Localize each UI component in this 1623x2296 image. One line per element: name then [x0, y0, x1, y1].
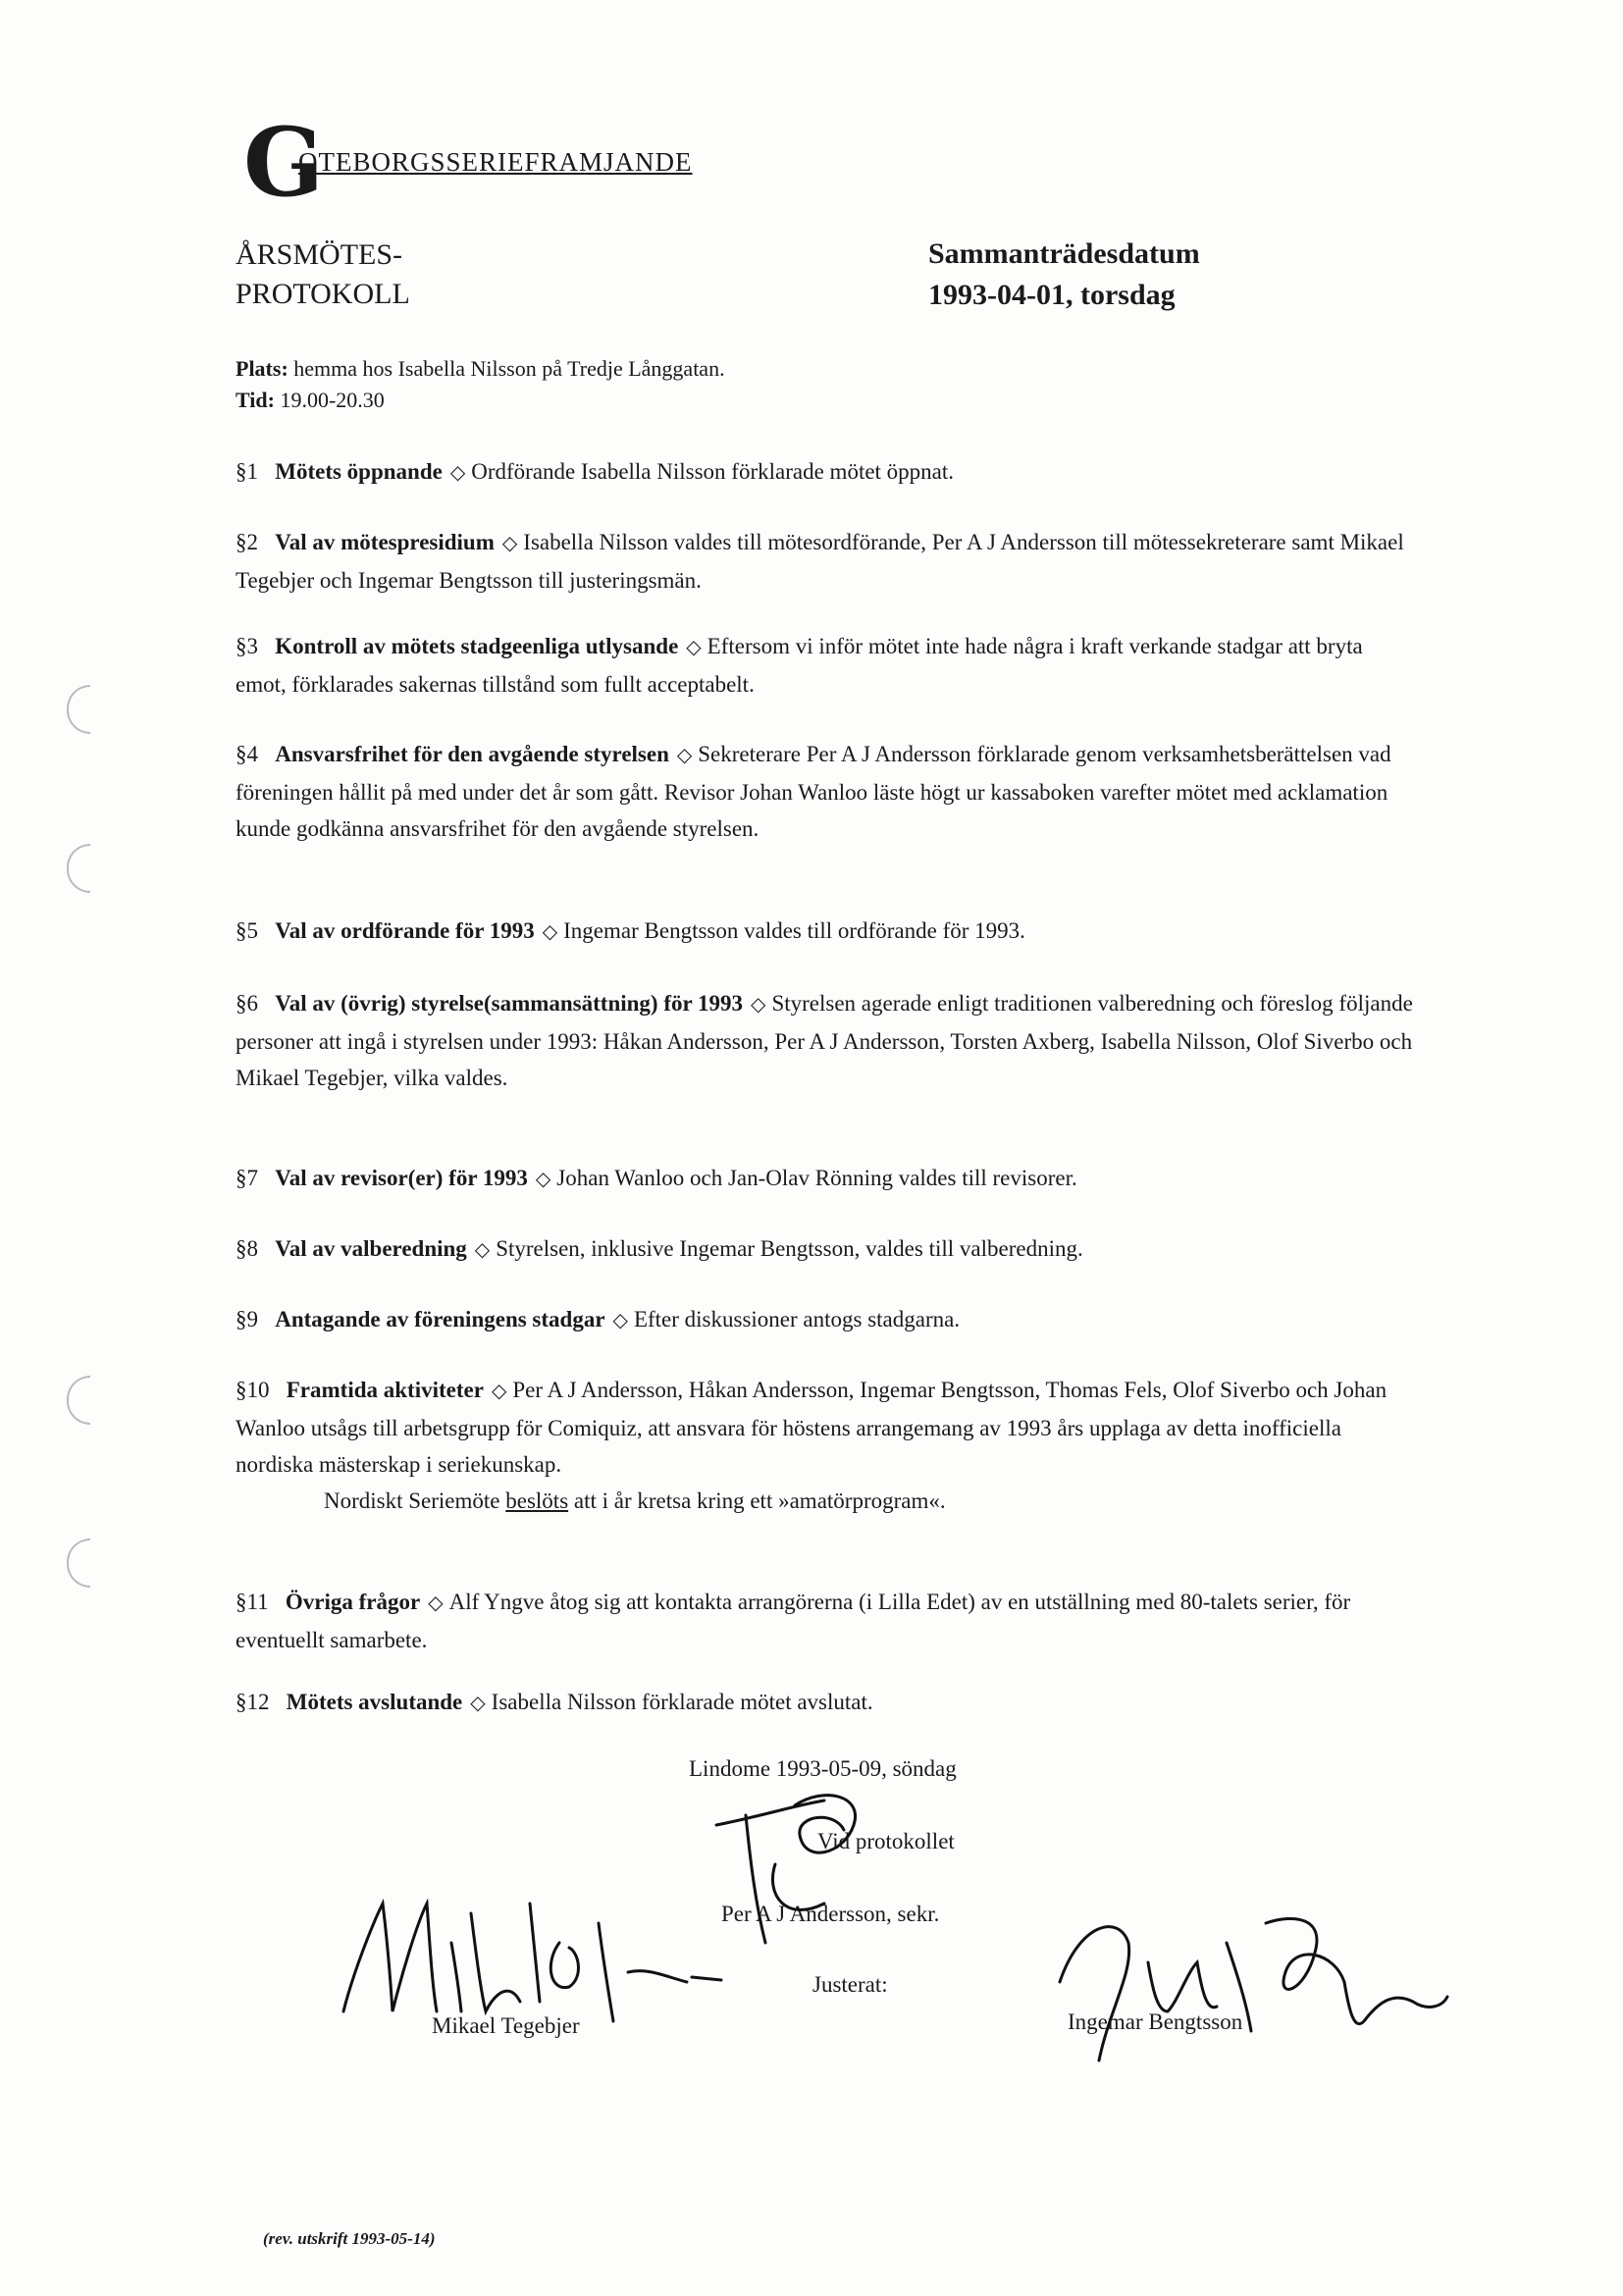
item-text: Styrelsen agerade enligt traditionen valberedning och föreslog följande personer att ingå i styrelsen under 1993: Håkan Andersson, Per A J Andersson, Torsten Axberg, Isabella Nilsson, Olof Siverbo och Mikael Tegebjer, vilka valdes.	[236, 991, 1413, 1090]
item-10-subnote	[236, 1483, 1413, 1519]
item-text: Alf Yngve åtog sig att kontakta arrangörerna (i Lilla Edet) av en utställning med 80-talets serier, för eventuellt samarbete.	[236, 1590, 1351, 1652]
meeting-date	[928, 234, 1200, 316]
item-text: Styrelsen, inklusive Ingemar Bengtsson, valdes till valberedning.	[496, 1236, 1083, 1261]
subnote-underlined: beslöts	[505, 1488, 569, 1513]
agenda-item-8	[236, 1230, 1413, 1269]
signer-1-name: Mikael Tegebjer	[432, 2013, 580, 2038]
diamond-icon: ◇	[751, 994, 766, 1016]
agenda-item-4	[236, 736, 1413, 847]
item-text: Per A J Andersson, Håkan Andersson, Ingemar Bengtsson, Thomas Fels, Olof Siverbo och Johan Wanloo utsågs till arbetsgrupp för Comiquiz, att ansvara för höstens arrangemang av 1993 års upplaga av detta inofficiella nordiska mästerskap i seriekunskap.	[236, 1378, 1387, 1477]
item-number: §7	[236, 1166, 258, 1190]
secretary-signature	[707, 1786, 893, 1953]
item-number: §3	[236, 634, 258, 658]
agenda-item-3	[236, 628, 1413, 703]
agenda-item-10	[236, 1372, 1413, 1519]
logo-initial: G	[243, 107, 322, 218]
place-line	[236, 353, 725, 385]
document-type	[236, 235, 410, 314]
punch-hole	[67, 1539, 90, 1588]
punch-hole	[67, 844, 90, 893]
diamond-icon: ◇	[449, 462, 466, 484]
item-text: Isabella Nilsson förklarade mötet avslutat.	[491, 1690, 873, 1714]
item-heading: Framtida aktiviteter	[286, 1378, 484, 1402]
agenda-item-12	[236, 1684, 1413, 1722]
document-type-line1: ÅRSMÖTES-	[236, 238, 403, 271]
date-value: 1993-04-01, torsdag	[928, 279, 1176, 311]
item-number: §8	[236, 1236, 258, 1261]
diamond-icon: ◇	[491, 1381, 507, 1402]
revision-note: (rev. utskrift 1993-05-14)	[263, 2229, 436, 2248]
item-heading: Kontroll av mötets stadgeenliga utlysande	[275, 634, 679, 658]
diamond-icon: ◇	[542, 921, 558, 943]
punch-hole	[67, 1376, 90, 1425]
signer-2-signature	[1040, 1904, 1452, 2080]
document-type-line2: PROTOKOLL	[236, 278, 410, 310]
item-text: Ingemar Bengtsson valdes till ordförande för 1993.	[563, 918, 1025, 943]
time-label: Tid:	[236, 388, 275, 412]
secretary-name: Per A J Andersson, sekr.	[721, 1902, 940, 1926]
subnote-after: att i år kretsa kring ett »amatörprogram«.	[573, 1488, 946, 1513]
item-number: §1	[236, 459, 258, 484]
diamond-icon: ◇	[470, 1693, 486, 1714]
diamond-icon: ◇	[686, 637, 702, 658]
diamond-icon: ◇	[676, 745, 693, 766]
closing-place-date: Lindome 1993-05-09, söndag	[689, 1756, 957, 1781]
logo-text: OTEBORGSSERIEFRAMJANDE	[298, 147, 693, 177]
item-text: Eftersom vi inför mötet inte hade några i kraft verkande stadgar att bryta emot, förklarades sakernas tillstånd som fullt acceptabelt.	[236, 634, 1363, 697]
place-value: hemma hos Isabella Nilsson på Tredje Långgatan.	[293, 356, 725, 381]
place-label: Plats:	[236, 356, 288, 381]
item-number: §10	[236, 1378, 270, 1402]
item-heading: Ansvarsfrihet för den avgående styrelsen	[275, 742, 669, 766]
item-text: Isabella Nilsson valdes till mötesordförande, Per A J Andersson till mötessekreterare samt Mikael Tegebjer och Ingemar Bengtsson till justeringsmän.	[236, 530, 1404, 593]
item-heading: Val av revisor(er) för 1993	[275, 1166, 528, 1190]
item-heading: Mötets öppnande	[275, 459, 443, 484]
punch-hole	[67, 685, 90, 734]
diamond-icon: ◇	[428, 1592, 444, 1614]
item-number: §2	[236, 530, 258, 554]
date-label: Sammanträdesdatum	[928, 237, 1200, 270]
agenda-item-1	[236, 453, 1413, 492]
diamond-icon: ◇	[474, 1239, 491, 1261]
signer-2-name: Ingemar Bengtsson	[1068, 2009, 1243, 2034]
vid-protokollet: Vid protokollet	[817, 1829, 955, 1853]
time-line	[236, 385, 725, 416]
time-value: 19.00-20.30	[280, 388, 385, 412]
item-heading: Mötets avslutande	[286, 1690, 463, 1714]
agenda-item-11	[236, 1584, 1413, 1658]
item-text: Ordförande Isabella Nilsson förklarade mötet öppnat.	[471, 459, 955, 484]
item-heading: Val av mötespresidium	[275, 530, 495, 554]
agenda-item-6	[236, 985, 1413, 1096]
item-number: §11	[236, 1590, 269, 1614]
item-number: §6	[236, 991, 258, 1016]
agenda-item-9	[236, 1301, 1413, 1339]
diamond-icon: ◇	[612, 1310, 628, 1331]
item-heading: Antagande av föreningens stadgar	[275, 1307, 605, 1331]
justerat-label: Justerat:	[812, 1972, 888, 1997]
item-number: §5	[236, 918, 258, 943]
agenda-item-2	[236, 524, 1413, 599]
item-text: Johan Wanloo och Jan-Olav Rönning valdes till revisorer.	[556, 1166, 1077, 1190]
item-number: §4	[236, 742, 258, 766]
item-heading: Val av (övrig) styrelse(sammansättning) för 1993	[275, 991, 744, 1016]
item-text: Efter diskussioner antogs stadgarna.	[633, 1307, 961, 1331]
item-text: Sekreterare Per A J Andersson förklarade genom verksamhetsberättelsen vad föreningen hållit på med under det år som gått. Revisor Johan Wanloo läste högt ur kassaboken varefter mötet med acklamation kunde godkänna ansvarsfrihet för den avgående styrelsen.	[236, 742, 1391, 841]
agenda-item-5	[236, 913, 1413, 951]
item-number: §9	[236, 1307, 258, 1331]
item-heading: Val av ordförande för 1993	[275, 918, 535, 943]
signer-1-signature	[334, 1884, 726, 2031]
item-number: §12	[236, 1690, 270, 1714]
diamond-icon: ◇	[535, 1169, 551, 1190]
item-heading: Val av valberedning	[275, 1236, 467, 1261]
agenda-item-7	[236, 1160, 1413, 1198]
diamond-icon: ◇	[501, 533, 518, 554]
meeting-meta	[236, 353, 725, 416]
item-heading: Övriga frågor	[285, 1590, 421, 1614]
subnote-before: Nordiskt Seriemöte	[324, 1488, 500, 1513]
